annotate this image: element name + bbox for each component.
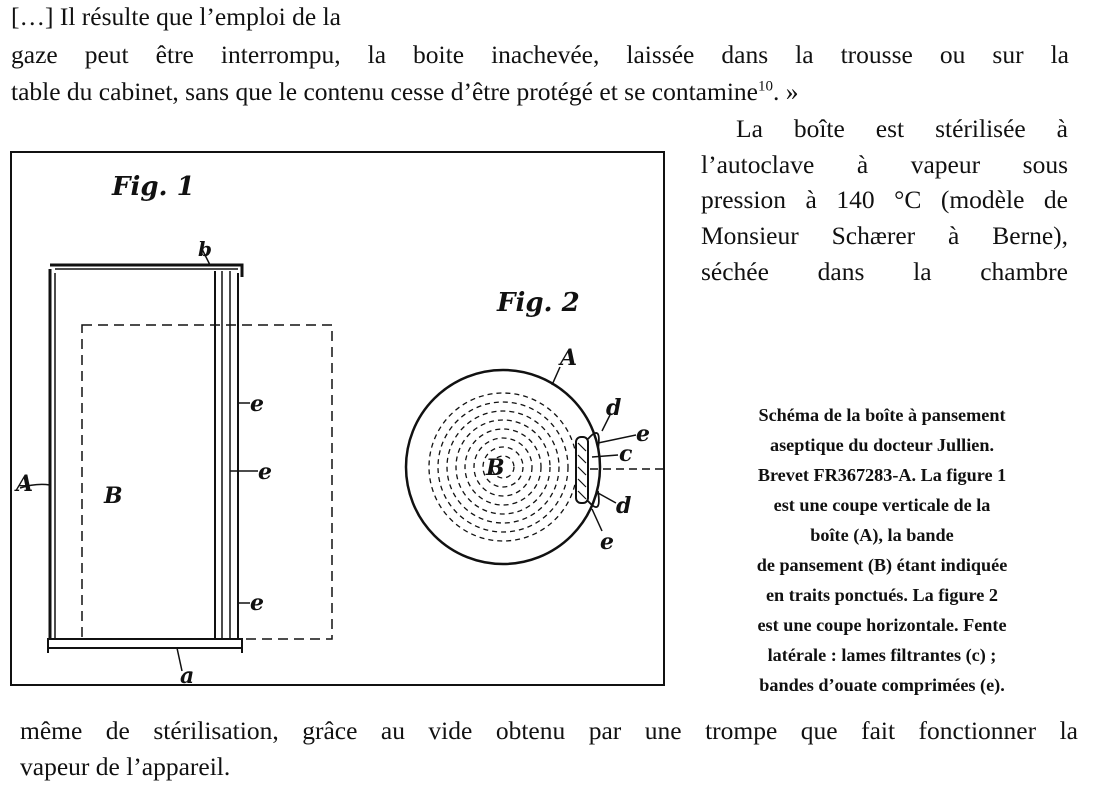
caption-line: Schéma de la boîte à pansement <box>758 405 1006 425</box>
footnote-ref: 10 <box>757 78 773 95</box>
caption-line: latérale : lames filtrantes (c) ; <box>767 645 997 665</box>
fig1-letter-b: b <box>198 237 212 261</box>
top-paragraph-line-3 <box>11 77 798 108</box>
right-paragraph-line-5: séchée dans la chambre <box>701 257 1068 286</box>
top-paragraph-line-2: gaze peut être interrompu, la boite inachevée, laissée dans la trousse ou sur la <box>11 40 1069 69</box>
right-paragraph-line-4: Monsieur Schærer à Berne), <box>701 221 1068 250</box>
patent-figure <box>10 151 665 686</box>
fig2-letter-B: B <box>486 455 505 481</box>
top-paragraph-line-3-text: table du cabinet, sans que le contenu cesse d’être protégé et se contamine <box>11 77 758 106</box>
fig2-letter-e-bottom: e <box>600 529 614 555</box>
caption-line: bandes d’ouate comprimées (e). <box>759 675 1005 695</box>
fig1-letter-a: a <box>180 663 195 688</box>
fig2-letter-c: c <box>619 441 633 467</box>
fig1-letter-e-middle: e <box>258 459 272 485</box>
fig2-label: Fig. 2 <box>497 288 580 318</box>
top-paragraph-line-3-end: . » <box>772 77 799 106</box>
patent-drawing <box>12 153 667 688</box>
caption-line: aseptique du docteur Jullien. <box>769 435 994 455</box>
caption-line: est une coupe verticale de la <box>773 495 991 515</box>
fig1-drawing <box>20 249 332 671</box>
figure-caption <box>693 400 1071 700</box>
right-paragraph-line-1: La boîte est stérilisée à <box>736 114 1068 143</box>
bottom-paragraph-line-2: vapeur de l’appareil. <box>20 752 231 781</box>
fig1-letter-A: A <box>16 471 34 497</box>
fig1-letter-e-bottom: e <box>250 590 264 616</box>
right-paragraph-line-3: pression à 140 °C (modèle de <box>701 185 1068 214</box>
fig1-label: Fig. 1 <box>112 172 195 202</box>
caption-line: en traits ponctués. La figure 2 <box>765 585 999 605</box>
caption-line: boîte (A), la bande <box>810 525 954 545</box>
bottom-paragraph-line-1: même de stérilisation, grâce au vide obtenu par une trompe que fait fonctionner la <box>20 716 1078 745</box>
fig2-letter-d-top: d <box>606 395 622 421</box>
fig2-letter-A: A <box>560 345 578 371</box>
fig2-letter-e-right: e <box>636 421 650 447</box>
caption-line: de pansement (B) étant indiquée <box>756 555 1008 575</box>
right-paragraph-line-2: l’autoclave à vapeur sous <box>701 150 1068 179</box>
top-paragraph-line-1: […] Il résulte que l’emploi de la <box>11 2 341 31</box>
fig1-letter-B: B <box>104 483 123 509</box>
caption-line: est une coupe horizontale. Fente <box>757 615 1007 635</box>
fig1-letter-e-top: e <box>250 391 264 417</box>
fig2-letter-d-bottom: d <box>616 493 632 519</box>
caption-line: Brevet FR367283-A. La figure 1 <box>757 465 1007 485</box>
